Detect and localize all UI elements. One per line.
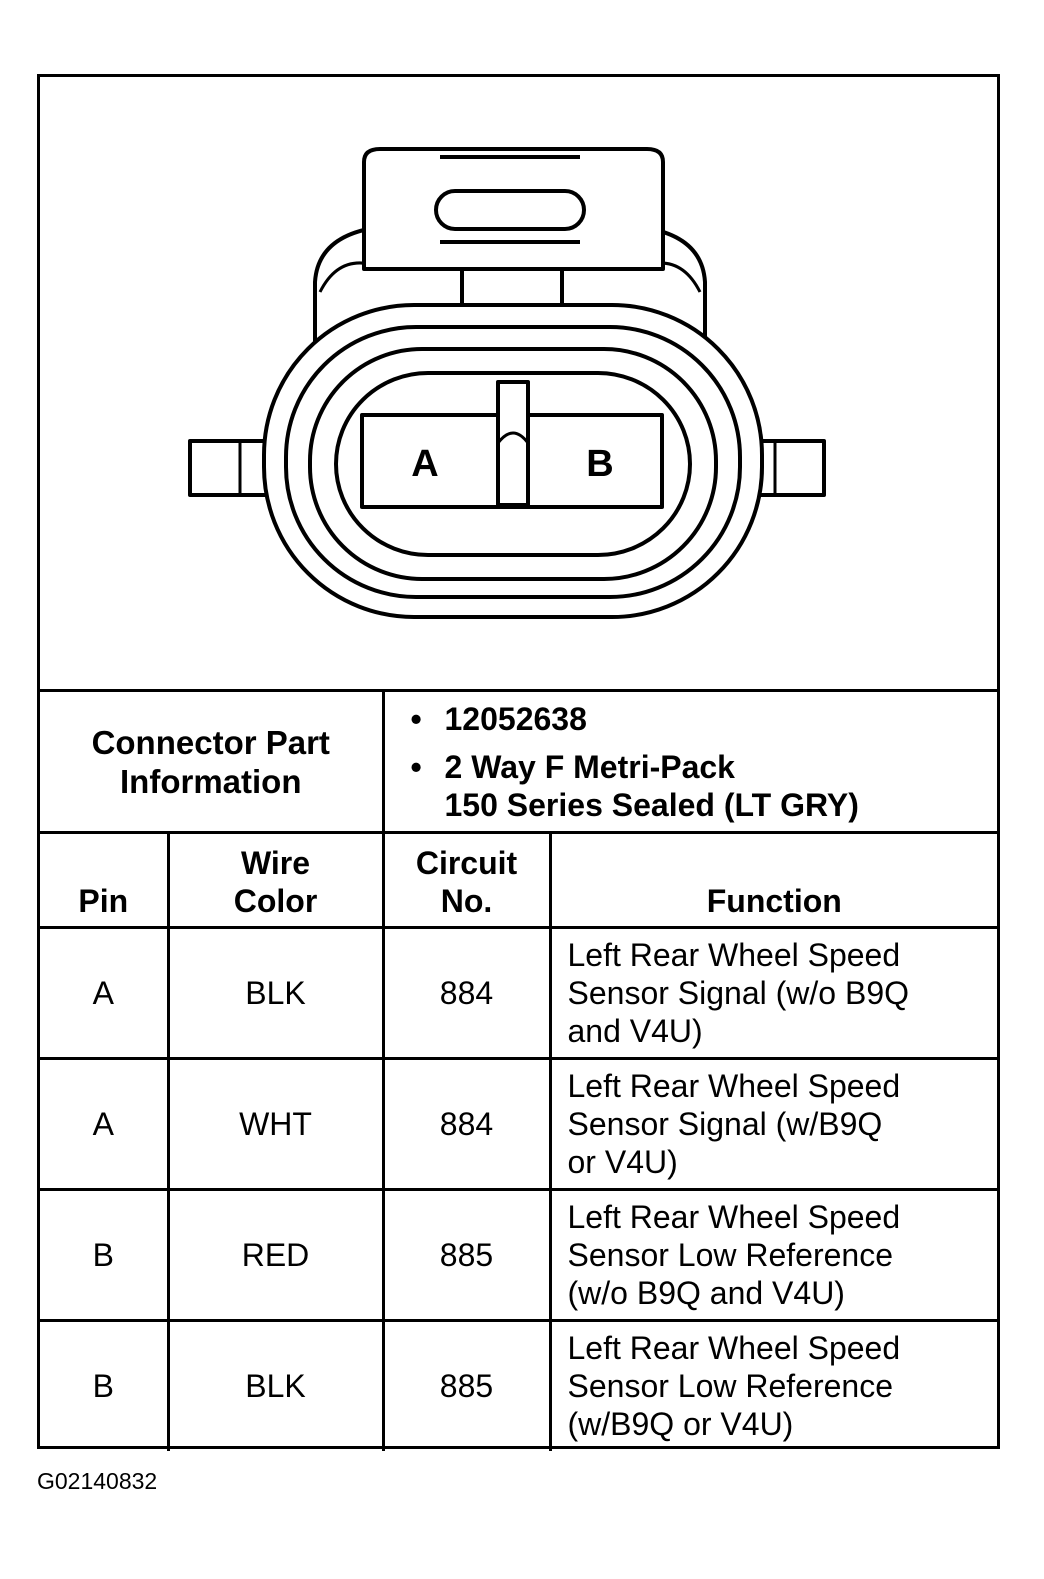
wire-color-cell: WHT — [168, 1059, 383, 1190]
figure-id: G02140832 — [37, 1468, 158, 1494]
header-function: Function — [550, 833, 997, 928]
center-key — [498, 382, 528, 505]
wire-color-cell: BLK — [168, 1321, 383, 1451]
pin-cell: A — [40, 928, 168, 1059]
circuit-cell: 884 — [383, 1059, 550, 1190]
part-description-line — [410, 748, 998, 786]
connector-part-label-line2: Information — [120, 762, 302, 800]
connector-face-illustration — [40, 77, 997, 689]
cavity-label-a: A — [411, 443, 439, 485]
connector-part-label-line1: Connector Part — [91, 723, 330, 761]
tab-slot — [436, 191, 584, 229]
table-header-row — [40, 833, 997, 928]
circuit-cell: 885 — [383, 1190, 550, 1321]
pin-cell: B — [40, 1321, 168, 1451]
bullet-icon: • — [410, 748, 422, 785]
header-pin: Pin — [40, 833, 168, 928]
part-description-line1: 2 Way F Metri-Pack — [444, 748, 735, 785]
table-row — [40, 1190, 997, 1321]
function-cell: Left Rear Wheel Speed Sensor Signal (w/o B9Q and V4U) — [550, 928, 997, 1059]
circuit-cell: 885 — [383, 1321, 550, 1451]
part-number: 12052638 — [444, 700, 587, 737]
left-ear — [190, 441, 268, 495]
header-wire-color: Wire Color — [168, 833, 383, 928]
function-cell: Left Rear Wheel Speed Sensor Low Reference (w/o B9Q and V4U) — [550, 1190, 997, 1321]
function-cell: Left Rear Wheel Speed Sensor Low Reference (w/B9Q or V4U) — [550, 1321, 997, 1451]
circuit-cell: 884 — [383, 928, 550, 1059]
pinout-table — [40, 689, 997, 1451]
connector-drawing — [40, 77, 997, 689]
wire-color-cell: BLK — [168, 928, 383, 1059]
table-row — [40, 1059, 997, 1190]
pin-cell: B — [40, 1190, 168, 1321]
header-circuit-no: Circuit No. — [383, 833, 550, 928]
bullet-icon: • — [410, 700, 422, 737]
part-number-line — [410, 700, 998, 738]
function-cell: Left Rear Wheel Speed Sensor Signal (w/B9Q or V4U) — [550, 1059, 997, 1190]
wire-color-cell: RED — [168, 1190, 383, 1321]
pin-cell: A — [40, 1059, 168, 1190]
part-description-line2: 150 Series Sealed (LT GRY) — [444, 786, 859, 823]
connector-part-label-cell — [40, 691, 383, 833]
connector-part-row — [40, 691, 997, 833]
connector-figure-frame — [37, 74, 1000, 1449]
cavity-label-b: B — [586, 443, 614, 485]
table-row — [40, 1321, 997, 1451]
connector-part-info-cell — [383, 691, 997, 833]
table-row — [40, 928, 997, 1059]
